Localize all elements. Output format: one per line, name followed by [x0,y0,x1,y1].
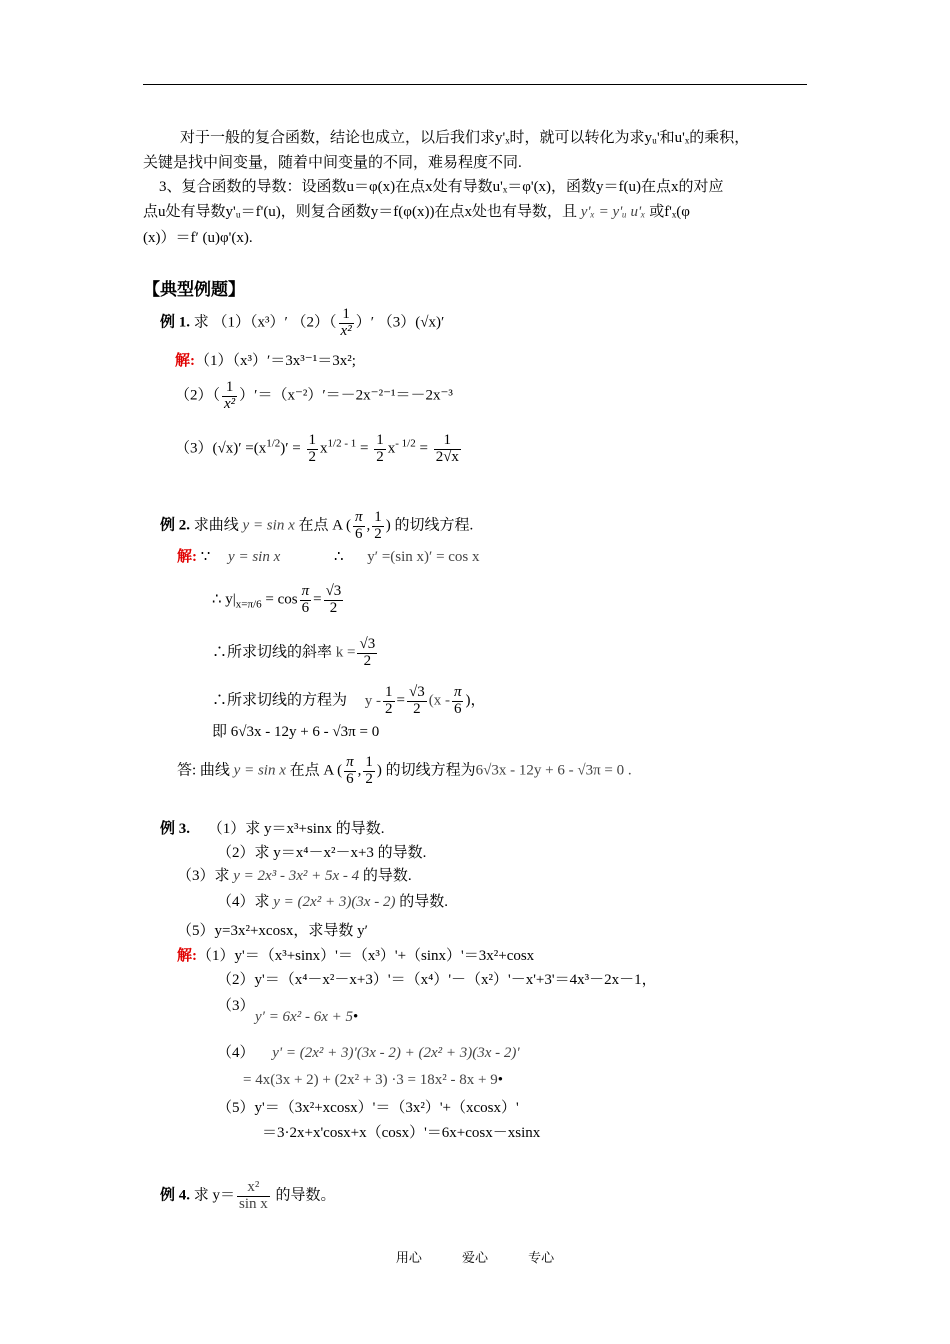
ex3-answer-3-label: （3） [217,998,255,1014]
ex2-label: 例 2. [160,517,191,534]
para1-line1: 对于一般的复合函数，结论也成立，以后我们求y'ₓ时，就可以转化为求yᵤ'和u'ₓ的乘积， [180,130,750,146]
ex3-answer-2: （2）y'＝（x⁴－x²－x+3）'＝（x⁴）'－（x²）'－x'+3'＝4x³－2x－1， [217,972,657,988]
ex1-answer-2: （2）（ $\frac{1}{\text{x²}}$ ）′＝（x⁻²）′＝－2x⁻²⁻¹＝－2x⁻³ [175,379,453,412]
ex3-question-1: 例 3. （1）求 y＝x³+sinx 的导数. [160,821,385,837]
para1-line2: 关键是找中间变量，随着中间变量的不同，难易程度不同. [143,155,522,171]
ex3-answer-5: （5）y'＝（3x²+xcosx）'＝（3x²）'+（xcosx）' [217,1100,519,1116]
ex2-answer-2: ∴ $y|_{x=\pi/6} = \cos$ $\frac{\pi}{6}$ = $\frac{√3}{2}$ [212,583,342,616]
ex3-question-2: （2）求 y＝x⁴－x²－x+3 的导数. [217,845,427,861]
ex1-q-fraction: $\frac{1}{\text{x²}}$ [340,306,352,339]
section-heading: 【典型例题】 [143,280,245,299]
ex3-question-5: （5）y=3x²+xcosx，求导数 y′ [177,923,368,939]
ex2-final-answer: 答: 曲线 y = sin x 在点 A ( $\frac{\pi}{6}$ , $\frac{1}{2}$ ) 的切线方程为6√3x - 12y + 6 - √3π = 0 . [177,754,632,787]
ex3-answer-4-cont: = 4x(3x + 2) + (2x² + 3) ·3 = 18x² - 8x + 9• [243,1072,503,1088]
ex2-answer-1: 解: ∵ y = sin x ∴ y′ =(sin x)′ = cos x [177,549,480,565]
ex3-answer-1: 解:（1）y'＝（x³+sinx）'＝（x³）'+（sinx）'＝3x²+cosx [177,948,535,964]
ex4-label: 例 4. [160,1187,191,1204]
header-rule [143,84,807,85]
ex1-answer-label: 解: [175,353,195,369]
ex2-answer-3: ∴所求切线的斜率 k = $\frac{√3}{2}$ [212,636,376,669]
ex3-answer-5-cont: ＝3·2x+x'cosx+x（cosx）'＝6x+cosx－xsinx [262,1125,541,1141]
ex3-answer-label: 解: [177,948,197,964]
footer-item: 专心 [528,1251,555,1266]
footer-item: 用心 [395,1251,422,1266]
ex2-answer-4: ∴所求切线的方程为 y - $\frac{1}{2}$ = $\frac{√3}{2}$ (x - $\frac{\pi}{6}$ )， [212,684,486,717]
ex1-label: 例 1. [160,314,191,331]
ex3-answer-4: （4） y' = (2x² + 3)'(3x - 2) + (2x² + 3)(3x - 2)' [217,1045,520,1061]
ex4-question: 例 4. 求 y＝ $\frac{\text{x²}}{\text{sin x}}$ 的导数。 [160,1179,336,1212]
ex1-question: 例 1. 求 （1）（x³）′ （2）（ $\frac{1}{\text{x²}}$ ）′ （3）(√x)′ [160,306,445,339]
page-footer [0,1247,950,1266]
para3-line1: 3、复合函数的导数：设函数u＝φ(x)在点x处有导数u'ₓ＝φ'(x)，函数y＝f(u)在点x的对应 [159,179,724,195]
ex3-answer-3: y′ = 6x² - 6x + 5• [255,1009,359,1025]
ex2-answer-5: 即 6√3x - 12y + 6 - √3π = 0 [212,724,380,740]
para3-line2: 点u处有导数y'ᵤ＝f'(u)，则复合函数y＝f(φ(x))在点x处也有导数，且 y'ₓ = y'ᵤ u'ₓ 或f'ₓ(φ [143,204,690,220]
chain-rule-formula: y'ₓ = y'ᵤ u'ₓ [580,204,646,220]
ex3-label: 例 3. [160,821,191,837]
ex1-answer-1: 解:（1）（x³）′＝3x³⁻¹＝3x²; [175,353,356,369]
ex2-question: 例 2. 求曲线 y = sin x 在点 A ( $\frac{\pi}{6}$ , $\frac{1}{2}$ ) 的切线方程. [160,509,474,542]
ex2-answer-label: 解: [177,549,197,565]
para3-line3: (x)）＝f′ (u)φ'(x). [143,230,253,246]
ex3-question-4: （4）求 y = (2x² + 3)(3x - 2) 的导数. [217,894,448,910]
ex1-answer-3: $(3)(√x)' =(x^{1/2})'$ = $\frac{1}{2}$ $x^{1/2 - 1}$ = $\frac{1}{2}$ $x^{- 1/2}$ = $\frac{1}{2√x}$ [175,432,459,465]
footer-item: 爱心 [461,1251,488,1266]
ex3-question-3: （3）求 y = 2x³ - 3x² + 5x - 4 的导数. [177,868,412,884]
